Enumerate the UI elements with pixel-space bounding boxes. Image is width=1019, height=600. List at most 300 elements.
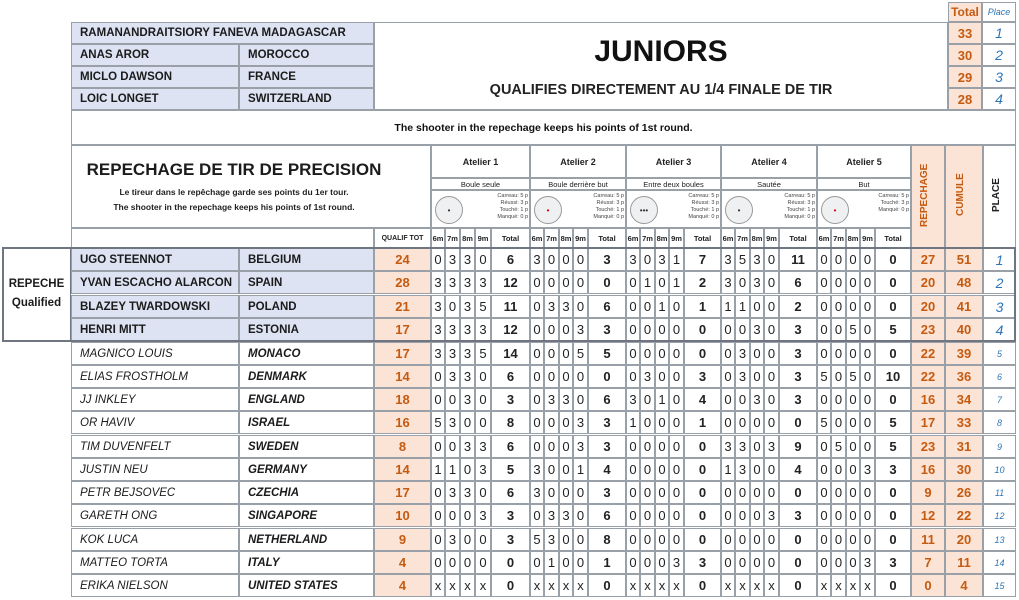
atelier-subcolumn-header: 7m (640, 228, 655, 248)
shot-score: x (860, 574, 875, 597)
shot-score: 0 (750, 342, 764, 365)
player-name: UGO STEENNOT (71, 248, 239, 271)
atelier-total-score: 5 (875, 318, 911, 341)
shot-score: 0 (626, 365, 640, 388)
qualif-total: 16 (374, 411, 431, 434)
atelier-total-score: 8 (588, 528, 626, 551)
shot-score: 3 (860, 458, 875, 481)
shot-score: x (431, 574, 445, 597)
player-name: YVAN ESCACHO ALARCON (71, 271, 239, 294)
petanque-target-icon: • (821, 196, 849, 224)
shot-score: 3 (445, 318, 460, 341)
atelier-name: Atelier 5 (817, 145, 911, 178)
shot-score: 0 (573, 388, 588, 411)
atelier-scoring-rule: Manqué: 0 p (688, 214, 719, 220)
shot-score: 0 (626, 551, 640, 574)
player-name: MATTEO TORTA (71, 551, 239, 574)
atelier-subcolumn-header: 9m (669, 228, 684, 248)
shot-score: 0 (817, 388, 831, 411)
atelier-total-score: 0 (684, 435, 721, 458)
shot-score: 0 (544, 365, 559, 388)
shot-score: 3 (626, 388, 640, 411)
shot-score: 0 (750, 481, 764, 504)
shot-score: 3 (735, 435, 750, 458)
atelier-subcolumn-header: 9m (764, 228, 779, 248)
direct-qualified-name: RAMANANDRAITSIORY FANEVA MADAGASCAR (71, 22, 374, 44)
direct-qualified-country: FRANCE (239, 66, 374, 88)
shot-score: 0 (640, 318, 655, 341)
shot-score: 0 (721, 318, 735, 341)
shot-score: 3 (721, 271, 735, 294)
cumule-score: 36 (945, 365, 983, 388)
shot-score: 0 (846, 481, 860, 504)
atelier-name: Atelier 2 (530, 145, 626, 178)
shot-score: 0 (721, 365, 735, 388)
shot-score: 0 (544, 318, 559, 341)
shot-score: 5 (475, 295, 491, 318)
cumule-score: 40 (945, 318, 983, 341)
shot-score: 3 (460, 481, 475, 504)
shot-score: 0 (431, 551, 445, 574)
atelier-scoring-rule: Manqué: 0 p (593, 214, 624, 220)
shot-score: 0 (530, 388, 544, 411)
repechage-score: 23 (911, 318, 945, 341)
player-country: ITALY (239, 551, 374, 574)
final-place: 4 (983, 318, 1016, 341)
atelier-total-score: 0 (875, 528, 911, 551)
shot-score: 3 (431, 295, 445, 318)
qualified-frame (2, 247, 1016, 342)
repechage-score: 11 (911, 528, 945, 551)
shot-score: 0 (626, 481, 640, 504)
atelier-subcolumn-header: 6m (721, 228, 735, 248)
direct-qualified-country: SWITZERLAND (239, 88, 374, 110)
shot-score: 1 (669, 271, 684, 294)
shot-score: 3 (445, 411, 460, 434)
atelier-total-score: 0 (684, 481, 721, 504)
atelier-scoring-rule: Manqué: 0 p (497, 214, 528, 220)
atelier-subcolumn-header: 8m (750, 228, 764, 248)
shot-score: 0 (460, 528, 475, 551)
shot-score: 0 (431, 388, 445, 411)
shot-score: 1 (655, 388, 669, 411)
shot-score: 0 (626, 342, 640, 365)
cumule-score: 41 (945, 295, 983, 318)
shot-score: 0 (655, 411, 669, 434)
shot-score: 0 (460, 504, 475, 527)
shot-score: 0 (431, 365, 445, 388)
shot-score: 0 (640, 248, 655, 271)
shot-score: 0 (530, 342, 544, 365)
final-place: 3 (983, 295, 1016, 318)
shot-score: 0 (530, 318, 544, 341)
player-name: TIM DUVENFELT (71, 435, 239, 458)
final-place: 2 (983, 271, 1016, 294)
shot-score: x (559, 574, 573, 597)
shot-score: 0 (764, 551, 779, 574)
shot-score: 0 (735, 388, 750, 411)
atelier-name: Atelier 1 (431, 145, 530, 178)
shot-score: 0 (544, 342, 559, 365)
qualif-total: 9 (374, 528, 431, 551)
shot-score: 3 (764, 435, 779, 458)
shot-score: 0 (669, 528, 684, 551)
qualif-total: 14 (374, 365, 431, 388)
cumule-score: 33 (945, 411, 983, 434)
shot-score: 0 (559, 248, 573, 271)
shot-score: 0 (721, 551, 735, 574)
shot-score: 0 (846, 458, 860, 481)
atelier-total-score: 3 (588, 318, 626, 341)
shot-score: 0 (626, 435, 640, 458)
player-name: BLAZEY TWARDOWSKI (71, 295, 239, 318)
shot-score: 3 (530, 248, 544, 271)
player-name: PETR BEJSOVEC (71, 481, 239, 504)
atelier-total-score: 0 (491, 551, 530, 574)
shot-score: 0 (431, 435, 445, 458)
atelier-description: Boule seule (431, 178, 530, 190)
atelier-subcolumn-header: Total (779, 228, 817, 248)
atelier-scoring-rule: Carreau: 5 p (497, 193, 528, 199)
shot-score: 0 (431, 248, 445, 271)
shot-score: x (831, 574, 846, 597)
qualif-total: 24 (374, 248, 431, 271)
player-name: JUSTIN NEU (71, 458, 239, 481)
shot-score: 3 (431, 342, 445, 365)
atelier-description: Boule derrière but (530, 178, 626, 190)
notice-text: The shooter in the repechage keeps his points of 1st round. (71, 110, 1016, 145)
atelier-total-score: 0 (779, 551, 817, 574)
shot-score: 0 (559, 318, 573, 341)
shot-score: x (445, 574, 460, 597)
shot-score: 0 (764, 481, 779, 504)
shot-score: 0 (573, 365, 588, 388)
player-name: JJ INKLEY (71, 388, 239, 411)
final-place: 10 (983, 458, 1016, 481)
player-name: ERIKA NIELSON (71, 574, 239, 597)
shot-score: 3 (750, 318, 764, 341)
repechage-score: 20 (911, 271, 945, 294)
shot-score: 0 (475, 388, 491, 411)
atelier-subcolumn-header: 8m (559, 228, 573, 248)
repechage-score: 9 (911, 481, 945, 504)
atelier-total-score: 11 (491, 295, 530, 318)
cumule-score: 34 (945, 388, 983, 411)
shot-score: 0 (860, 435, 875, 458)
shot-score: 0 (860, 318, 875, 341)
total-header: Total (948, 2, 982, 22)
shot-score: 0 (559, 481, 573, 504)
player-country: SINGAPORE (239, 504, 374, 527)
shot-score: 0 (573, 295, 588, 318)
atelier-scoring-rule: Réussi: 3 p (691, 200, 719, 206)
atelier-subcolumn-header: 8m (460, 228, 475, 248)
final-place: 11 (983, 481, 1016, 504)
shot-score: 0 (431, 481, 445, 504)
shot-score: 0 (846, 248, 860, 271)
qualif-total: 14 (374, 458, 431, 481)
shot-score: 3 (559, 388, 573, 411)
final-place: 5 (983, 342, 1016, 365)
atelier-total-score: 0 (684, 318, 721, 341)
shot-score: 1 (640, 271, 655, 294)
atelier-total-score: 6 (491, 365, 530, 388)
shot-score: 1 (544, 551, 559, 574)
shot-score: x (460, 574, 475, 597)
shot-score: 0 (860, 248, 875, 271)
shot-score: x (846, 574, 860, 597)
shot-score: 0 (655, 365, 669, 388)
shot-score: x (721, 574, 735, 597)
petanque-target-icon: • (435, 196, 463, 224)
direct-qualified-name: LOIC LONGET (71, 88, 239, 110)
atelier-total-score: 3 (588, 435, 626, 458)
atelier-total-score: 3 (588, 481, 626, 504)
shot-score: 0 (750, 295, 764, 318)
shot-score: 0 (475, 528, 491, 551)
shot-score: 0 (817, 342, 831, 365)
shot-score: 3 (475, 458, 491, 481)
cumule-score: 31 (945, 435, 983, 458)
shot-score: 5 (831, 435, 846, 458)
shot-score: 0 (626, 458, 640, 481)
shot-score: 0 (846, 295, 860, 318)
shot-score: 5 (573, 342, 588, 365)
shot-score: 0 (573, 504, 588, 527)
shot-score: 0 (831, 365, 846, 388)
shot-score: 0 (445, 388, 460, 411)
shot-score: 0 (721, 528, 735, 551)
atelier-total-score: 0 (588, 574, 626, 597)
shot-score: 0 (721, 411, 735, 434)
player-name: KOK LUCA (71, 528, 239, 551)
shot-score: 0 (669, 435, 684, 458)
shot-score: 0 (831, 342, 846, 365)
shot-score: 0 (669, 411, 684, 434)
atelier-total-score: 3 (491, 528, 530, 551)
shot-score: 0 (764, 248, 779, 271)
shot-score: 0 (573, 528, 588, 551)
shot-score: 0 (764, 365, 779, 388)
petanque-target-icon: • (534, 196, 562, 224)
shot-score: x (573, 574, 588, 597)
player-country: BELGIUM (239, 248, 374, 271)
atelier-total-score: 0 (779, 481, 817, 504)
player-country: CZECHIA (239, 481, 374, 504)
player-name: MAGNICO LOUIS (71, 342, 239, 365)
player-name: ELIAS FROSTHOLM (71, 365, 239, 388)
shot-score: 3 (460, 318, 475, 341)
repechage-note-fr: Le tireur dans le repêchage garde ses points du 1er tour. (119, 187, 349, 197)
atelier-scoring-rule: Touché: 1 p (786, 207, 815, 213)
atelier-total-score: 0 (684, 574, 721, 597)
repechage-col-header: REPECHAGE (919, 163, 930, 227)
atelier-total-score: 0 (684, 504, 721, 527)
shot-score: 0 (860, 295, 875, 318)
shot-score: 0 (544, 271, 559, 294)
shot-score: 0 (831, 295, 846, 318)
shot-score: 0 (846, 528, 860, 551)
shot-score: 3 (530, 481, 544, 504)
shot-score: 0 (831, 458, 846, 481)
atelier-description: Entre deux boules (626, 178, 721, 190)
atelier-total-score: 6 (588, 388, 626, 411)
atelier-subcolumn-header: 7m (735, 228, 750, 248)
atelier-total-score: 5 (875, 411, 911, 434)
direct-qualified-name: MICLO DAWSON (71, 66, 239, 88)
atelier-subcolumn-header: 6m (817, 228, 831, 248)
shot-score: 0 (669, 458, 684, 481)
shot-score: 0 (860, 271, 875, 294)
shot-score: 3 (475, 318, 491, 341)
shot-score: 0 (626, 271, 640, 294)
shot-score: x (764, 574, 779, 597)
atelier-total-score: 3 (779, 388, 817, 411)
repechage-score: 20 (911, 295, 945, 318)
shot-score: 0 (669, 365, 684, 388)
atelier-subcolumn-header: Total (684, 228, 721, 248)
shot-score: 0 (817, 248, 831, 271)
atelier-name: Atelier 4 (721, 145, 817, 178)
final-place: 15 (983, 574, 1016, 597)
shot-score: 5 (846, 365, 860, 388)
player-country: SWEDEN (239, 435, 374, 458)
shot-score: 0 (640, 458, 655, 481)
shot-score: 0 (640, 481, 655, 504)
shot-score: 0 (460, 458, 475, 481)
shot-score: 0 (846, 342, 860, 365)
atelier-total-score: 5 (491, 458, 530, 481)
shot-score: 0 (860, 528, 875, 551)
cumule-score: 26 (945, 481, 983, 504)
shot-score: x (640, 574, 655, 597)
shot-score: 0 (640, 551, 655, 574)
shot-score: 0 (530, 435, 544, 458)
shot-score: 3 (559, 504, 573, 527)
shot-score: 0 (750, 528, 764, 551)
shot-score: 3 (640, 365, 655, 388)
shot-score: 0 (640, 388, 655, 411)
player-name: GARETH ONG (71, 504, 239, 527)
shot-score: 0 (559, 271, 573, 294)
cumule-score: 4 (945, 574, 983, 597)
shot-score: 3 (475, 504, 491, 527)
player-country: GERMANY (239, 458, 374, 481)
shot-score: 0 (817, 481, 831, 504)
atelier-total-score: 0 (779, 411, 817, 434)
shot-score: 3 (475, 271, 491, 294)
direct-qualified-place: 4 (982, 88, 1016, 110)
shot-score: 0 (445, 504, 460, 527)
shot-score: 0 (721, 481, 735, 504)
shot-score: 0 (544, 248, 559, 271)
shot-score: 5 (475, 342, 491, 365)
shot-score: 0 (735, 551, 750, 574)
cumule-score: 30 (945, 458, 983, 481)
shot-score: 3 (445, 481, 460, 504)
atelier-total-score: 10 (875, 365, 911, 388)
shot-score: 3 (475, 435, 491, 458)
atelier-total-score: 3 (779, 504, 817, 527)
shot-score: 3 (460, 388, 475, 411)
shot-score: x (735, 574, 750, 597)
shot-score: 0 (860, 342, 875, 365)
shot-score: 0 (573, 248, 588, 271)
shot-score: 1 (445, 458, 460, 481)
shot-score: 0 (655, 342, 669, 365)
shot-score: 0 (831, 271, 846, 294)
shot-score: 0 (831, 248, 846, 271)
shot-score: 0 (655, 528, 669, 551)
atelier-subcolumn-header: Total (491, 228, 530, 248)
atelier-total-score: 6 (491, 481, 530, 504)
shot-score: 0 (460, 411, 475, 434)
repechage-score: 22 (911, 342, 945, 365)
shot-score: 5 (530, 528, 544, 551)
shot-score: 5 (735, 248, 750, 271)
shot-score: 1 (431, 458, 445, 481)
qualif-total: 17 (374, 342, 431, 365)
shot-score: 0 (655, 458, 669, 481)
petanque-target-icon: ••• (630, 196, 658, 224)
shot-score: 3 (721, 435, 735, 458)
shot-score: 0 (544, 458, 559, 481)
final-place: 1 (983, 248, 1016, 271)
shot-score: 0 (445, 435, 460, 458)
shot-score: 3 (445, 248, 460, 271)
shot-score: 3 (460, 342, 475, 365)
player-country: SPAIN (239, 271, 374, 294)
place-header: Place (982, 2, 1016, 22)
shot-score: 0 (764, 411, 779, 434)
repechage-score: 12 (911, 504, 945, 527)
atelier-subcolumn-header: 7m (831, 228, 846, 248)
atelier-total-score: 0 (875, 574, 911, 597)
atelier-total-score: 6 (588, 504, 626, 527)
player-country: POLAND (239, 295, 374, 318)
atelier-total-score: 3 (491, 388, 530, 411)
player-name: OR HAVIV (71, 411, 239, 434)
atelier-total-score: 3 (684, 551, 721, 574)
atelier-total-score: 5 (588, 342, 626, 365)
atelier-scoring-rule: Carreau: 5 p (593, 193, 624, 199)
atelier-total-score: 3 (779, 342, 817, 365)
shot-score: 0 (559, 365, 573, 388)
shot-score: x (669, 574, 684, 597)
shot-score: 0 (735, 504, 750, 527)
shot-score: 0 (764, 271, 779, 294)
shot-score: 0 (460, 551, 475, 574)
atelier-total-score: 0 (684, 528, 721, 551)
shot-score: 3 (750, 248, 764, 271)
shot-score: 0 (626, 504, 640, 527)
direct-qualified-place: 1 (982, 22, 1016, 44)
shot-score: 1 (573, 458, 588, 481)
shot-score: 0 (721, 504, 735, 527)
player-country: ISRAEL (239, 411, 374, 434)
direct-qualified-total: 33 (948, 22, 982, 44)
final-place: 14 (983, 551, 1016, 574)
shot-score: 0 (573, 551, 588, 574)
shot-score: 0 (735, 481, 750, 504)
shot-score: 0 (626, 295, 640, 318)
atelier-subcolumn-header: 9m (573, 228, 588, 248)
shot-score: 3 (431, 271, 445, 294)
shot-score: 0 (764, 342, 779, 365)
shot-score: x (626, 574, 640, 597)
atelier-scoring-rule: Réussi: 3 p (596, 200, 624, 206)
atelier-total-score: 0 (588, 271, 626, 294)
